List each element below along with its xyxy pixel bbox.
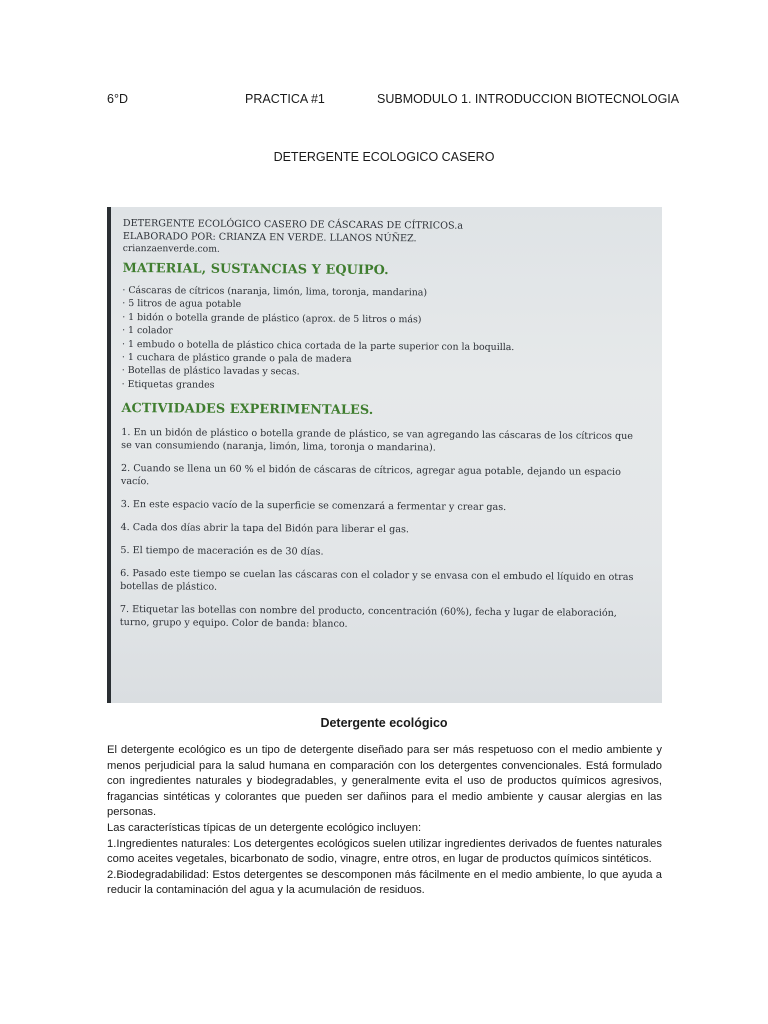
activity-step: 5. El tiempo de maceración es de 30 días. — [120, 545, 324, 558]
photo-dark-edge — [107, 207, 111, 703]
activities-list — [120, 426, 652, 633]
paragraph: 2.Biodegradabilidad: Estos detergentes se descomponen más fácilmente en el medio ambiente, lo que ayuda a reducir la contaminación del agua y la acumulación de residuos. — [107, 868, 662, 897]
grade-label: 6°D — [107, 92, 128, 106]
activity-step: 6. Pasado este tiempo se cuelan las cáscaras con el colador y se envasa con el embudo el líquido en otras botellas de plástico. — [120, 568, 634, 593]
activity-step: 1. En un bidón de plástico o botella grande de plástico, se van agregando las cáscaras de los cítricos que se van consumiendo (naranja, limón, lima, toronja o mandarina). — [121, 427, 634, 454]
materials-heading: MATERIAL, SUSTANCIAS Y EQUIPO. — [122, 260, 389, 279]
photo-title-line: DETERGENTE ECOLÓGICO CASERO DE CÁSCARAS DE CÍTRICOS.a — [122, 217, 464, 232]
photo-content — [120, 217, 653, 643]
body-text — [107, 743, 662, 899]
materials-item: · 1 cuchara de plástico grande o pala de madera — [121, 352, 352, 365]
photo-source-line: crianzaenverde.com. — [122, 242, 220, 255]
activity-step: 3. En este espacio vacío de la superficie se comenzará a fermentar y crear gas. — [120, 499, 507, 514]
materials-item: · 1 embudo o botella de plástico chica cortada de la parte superior con la boquilla. — [121, 338, 515, 353]
activity-step: 2. Cuando se llena un 60 % el bidón de cáscaras de cítricos, agregar agua potable, dejando un espacio vacío. — [120, 463, 621, 488]
materials-item: · Cáscaras de cítricos (naranja, limón, lima, toronja, mandarina) — [122, 284, 428, 299]
materials-list — [122, 284, 653, 395]
submodule-label: SUBMODULO 1. INTRODUCCION BIOTECNOLOGIA — [377, 92, 680, 106]
paragraph: Las características típicas de un detergente ecológico incluyen: — [107, 821, 422, 834]
paragraph: 1.Ingredientes naturales: Los detergentes ecológicos suelen utilizar ingredientes derivados de fuentes naturales como aceites vegetales, bicarbonato de sodio, vinagre, entre otros, en lugar de productos químicos sintéticos. — [107, 837, 662, 866]
section-title: Detergente ecológico — [320, 716, 448, 730]
materials-item: · 5 litros de agua potable — [122, 298, 242, 311]
page-header — [107, 92, 680, 110]
materials-item: · Botellas de plástico lavadas y secas. — [121, 365, 300, 378]
document-title: DETERGENTE ECOLOGICO CASERO — [273, 150, 495, 164]
activity-step: 7. Etiquetar las botellas con nombre del producto, concentración (60%), fecha y lugar de elaboración, turno, grupo y equipo. Color de banda: blanco. — [119, 604, 617, 631]
materials-item: · Etiquetas grandes — [121, 378, 215, 391]
photo-author-line: ELABORADO POR: CRIANZA EN VERDE. LLANOS NÚÑEZ. — [122, 230, 417, 245]
recipe-photo — [107, 207, 662, 703]
activity-step: 4. Cada dos días abrir la tapa del Bidón para liberar el gas. — [120, 522, 409, 536]
materials-item: · 1 colador — [122, 325, 173, 337]
activities-heading: ACTIVIDADES EXPERIMENTALES. — [121, 401, 374, 419]
practice-label: PRACTICA #1 — [245, 92, 325, 106]
materials-item: · 1 bidón o botella grande de plástico (aprox. de 5 litros o más) — [122, 311, 422, 326]
paragraph: El detergente ecológico es un tipo de detergente diseñado para ser más respetuoso con el medio ambiente y menos perjudicial para la salud humana en comparación con los detergentes convencionales. Está formulado con ingredientes naturales y biodegradables, y generalmente evita el uso de productos químicos agresivos, fragancias sintéticas y colorantes que pueden ser dañinos para el medio ambiente y causar alergias en las personas. — [107, 744, 662, 819]
